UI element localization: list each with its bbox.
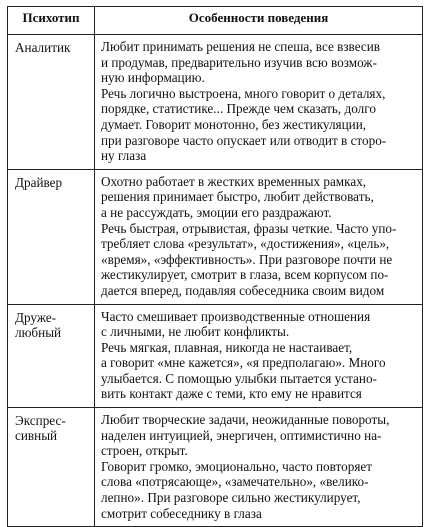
- psychotype-cell: [8, 304, 95, 408]
- table-row: [8, 169, 423, 304]
- behavior-decision-text: Часто смешивает производственные отношения с личными, не любит конфликты.: [101, 308, 371, 340]
- table-row: [8, 408, 423, 527]
- psychotype-name: Драйвер: [15, 174, 63, 190]
- behavior-decision-text: Любит принимать решения не спеша, все взвесив и продумав, предварительно изучив всю возмож- ную информацию.: [101, 39, 381, 86]
- behavior-cell: [95, 304, 423, 408]
- behavior-speech-text: Речь логично выстроена, много говорит о деталях, порядке, статистике... Прежде чем сказать, долго думает. Говорит монотонно, без жестикуляции, при разговоре часто опускает или отводит в сторо- ну глаза: [101, 85, 387, 164]
- behavior-decision-text: Охотно работает в жестких временных рамках, решения принимает быстро, любит действовать, а не рассуждать, эмоции его раздражают.: [101, 173, 374, 220]
- behavior-cell: [95, 35, 423, 170]
- psychotype-cell: [8, 408, 95, 527]
- behavior-speech-text: Говорит громко, эмоционально, часто повторяет слова «потрясающе», «замечательно», «велико- лепно». При разговоре сильно жестикулирует, смотрит собеседнику в глаза: [101, 458, 372, 521]
- behavior-speech-text: Речь быстрая, отрывистая, фразы четкие. Часто упо- требляет слова «результат», «достижения», «цель», «время», «эффективность». При разговоре почти не жестикулирует, смотрит в глаза, всем корпусом по- дается вперед, подавляя собеседника своим видом: [101, 220, 397, 298]
- psychotype-cell: [8, 169, 95, 304]
- psychotype-name: Друже- любный: [15, 309, 62, 340]
- psychotype-name: Экспрес- сивный: [15, 413, 66, 444]
- psychotype-cell: [8, 35, 95, 170]
- behavior-speech-text: Речь мягкая, плавная, никогда не настаивает, а говорит «мне кажется», «я предполагаю». Много улыбается. С помощью улыбки пытается устано- вить контакт даже с теми, кто ему не нравится: [101, 339, 386, 402]
- column-header-behavior: Особенности поведения: [95, 7, 423, 35]
- column-header-psychotype: Психотип: [8, 7, 95, 35]
- psychotype-name: Аналитик: [15, 40, 71, 55]
- psychotype-table: [7, 6, 423, 527]
- table-row: [8, 304, 423, 408]
- behavior-cell: [95, 408, 423, 527]
- behavior-cell: [95, 169, 423, 304]
- table-row: [8, 35, 423, 170]
- behavior-decision-text: Любит творческие задачи, неожиданные повороты, наделен интуицией, энергичен, оптимистично на- строен, открыт.: [101, 412, 390, 459]
- table-header-row: [8, 7, 423, 35]
